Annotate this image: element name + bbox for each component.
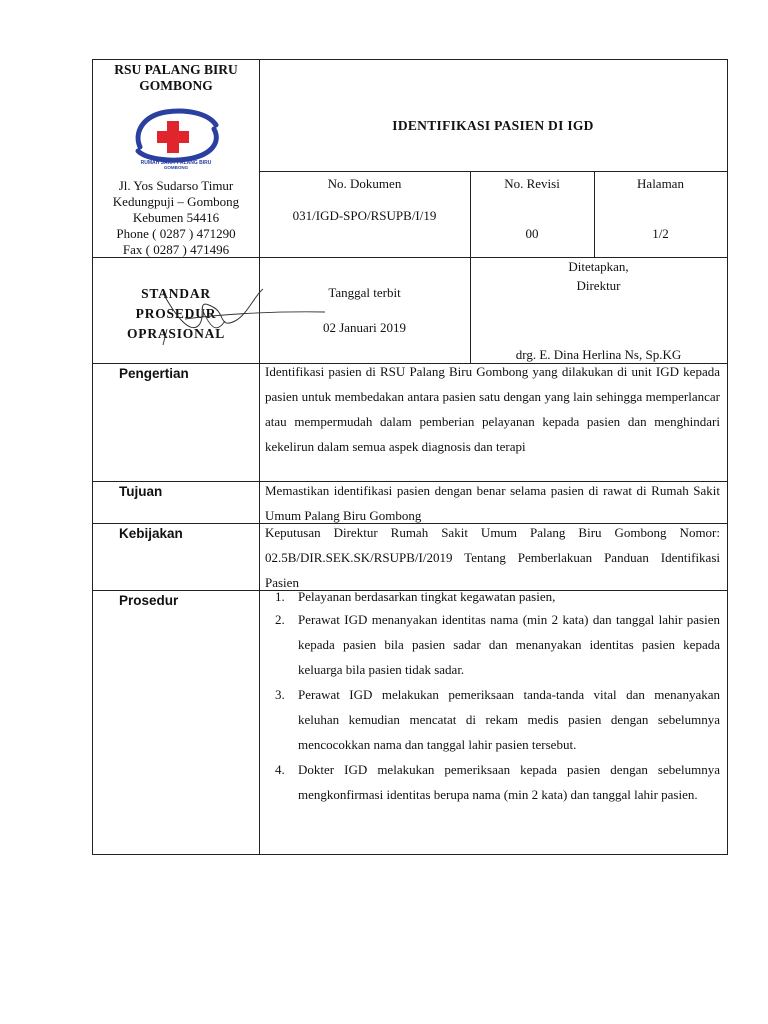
doc-no-label: No. Dokumen (327, 176, 402, 191)
issued-date: 02 Januari 2019 (322, 320, 407, 335)
list-item-text: Perawat IGD menanyakan identitas nama (min 2 kata) dan tanggal lahir pasien kepada pasien bila pasien sadar dan menanyakan identitas pasien kepada keluarga bila pasien tidak sadar. (298, 612, 720, 677)
list-item (265, 682, 720, 757)
sop-document (92, 59, 728, 855)
list-item (265, 757, 720, 807)
prosedur-list (265, 587, 720, 807)
sop-label-line: PROSEDUR (135, 306, 217, 321)
issued-label: Tanggal terbit (328, 285, 401, 300)
list-item-text: Perawat IGD melakukan pemeriksaan tanda-tanda vital dan menanyakan keluhan kemudian mencatat di rekam medis pasien dengan sebelumnya mencocokkan nama dan tanggal lahir pasien tersebut. (298, 687, 720, 752)
kebijakan-label: Kebijakan (119, 526, 183, 541)
address-line: Jl. Yos Sudarso Timur (118, 178, 234, 193)
tujuan-label: Tujuan (119, 484, 163, 499)
kebijakan-text: Keputusan Direktur Rumah Sakit Umum Palang Biru Gombong Nomor: 02.5B/DIR.SEK.SK/RSUPB/I/2019 Tentang Pemberlakuan Panduan Identifikasi Pasien (265, 525, 720, 590)
tujuan-text: Memastikan identifikasi pasien dengan benar selama pasien di rawat di Rumah Sakit Umum Palang Biru Gombong (265, 483, 720, 523)
document-title: IDENTIFIKASI PASIEN DI IGD (392, 118, 594, 133)
logo-caption-1: RUMAH SAKIT PALANG BIRU (140, 160, 212, 166)
address-line: Kebumen 54416 (132, 210, 220, 225)
pengertian-text: Identifikasi pasien di RSU Palang Biru Gombong yang dilakukan di unit IGD kepada pasien untuk membedakan antara pasien satu dengan yang lain sehingga memperlancar atau mempermudah dalam pemberian pelayanan kepada pasien dan menghindari kekelirun dalam semua aspek diagnosis dan terapi (265, 364, 720, 454)
sop-label-line: STANDAR (141, 286, 211, 301)
hospital-name (93, 62, 259, 94)
list-item-text: Dokter IGD melakukan pemeriksaan kepada pasien dengan sebelumnya mengkonfirmasi identitas berupa nama (min 2 kata) dan tanggal lahir pasien. (298, 762, 720, 802)
logo-caption-2: GOMBONG (163, 165, 189, 169)
address-phone: Phone ( 0287 ) 471290 (116, 226, 236, 241)
list-item (265, 587, 720, 607)
approved-role: Direktur (576, 278, 621, 293)
sop-label-line: OPRASIONAL (126, 326, 225, 341)
hospital-logo (126, 107, 226, 169)
page-label: Halaman (637, 176, 684, 191)
divider (259, 171, 727, 172)
list-item-number: 1. (275, 589, 285, 604)
pengertian-label: Pengertian (119, 366, 189, 381)
doc-no-value: 031/IGD-SPO/RSUPB/I/19 (292, 208, 437, 223)
hospital-name-text: RSU PALANG BIRU GOMBONG (114, 62, 238, 93)
director-name: drg. E. Dina Herlina Ns, Sp.KG (515, 347, 682, 362)
address-fax: Fax ( 0287 ) 471496 (122, 242, 230, 257)
page-value: 1/2 (652, 226, 669, 241)
list-item-number: 3. (275, 687, 285, 702)
revision-value: 00 (525, 226, 539, 241)
approved-label: Ditetapkan, (568, 259, 629, 274)
list-item-number: 4. (275, 762, 285, 777)
revision-label: No. Revisi (504, 176, 560, 191)
list-item-text: Pelayanan berdasarkan tingkat kegawatan pasien, (298, 589, 556, 604)
address-line: Kedungpuji – Gombong (112, 194, 240, 209)
prosedur-label: Prosedur (119, 593, 179, 608)
list-item-number: 2. (275, 612, 285, 627)
hospital-address (93, 178, 259, 258)
list-item (265, 607, 720, 682)
